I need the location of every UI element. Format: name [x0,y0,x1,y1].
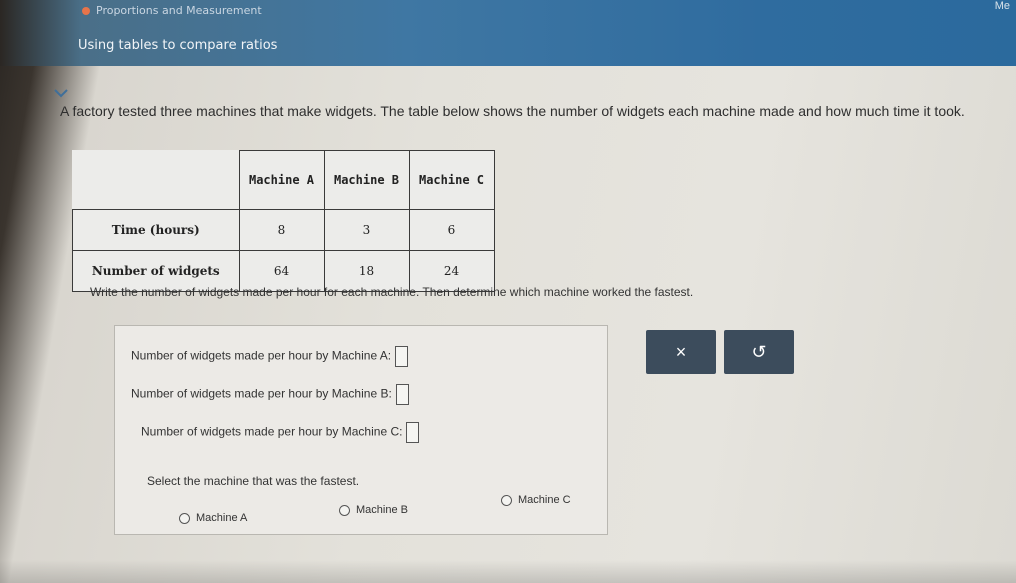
topic-dot-icon [82,7,90,15]
table-header-cell: Machine C [409,151,494,210]
breadcrumb[interactable]: Proportions and Measurement [96,4,262,17]
option-label: Machine A [196,512,248,524]
option-machine-a[interactable] [179,512,247,524]
answer-label-c: Number of widgets made per hour by Machine C: [141,424,403,439]
machine-b-rate-input[interactable] [396,384,409,405]
chevron-down-icon[interactable] [50,86,72,100]
clear-button[interactable] [646,330,716,374]
radio-icon[interactable] [339,505,350,516]
close-icon: × [675,341,687,362]
radio-icon[interactable] [179,513,190,524]
answer-label-b: Number of widgets made per hour by Machine B: [131,386,392,401]
undo-button[interactable] [724,330,794,374]
table-cell: 18 [324,251,409,292]
page-subtitle: Using tables to compare ratios [78,38,278,53]
option-label: Machine C [518,494,571,506]
table-header-cell: Machine A [239,151,324,210]
answer-line-c [141,422,419,443]
answer-line-b [131,384,409,405]
machine-c-rate-input[interactable] [406,422,419,443]
table-row [73,210,495,251]
table-cell: 6 [409,210,494,251]
select-prompt: Select the machine that was the fastest. [147,474,360,488]
table-header-cell: Machine B [324,151,409,210]
machine-a-rate-input[interactable] [395,346,408,367]
option-machine-b[interactable] [339,504,408,516]
top-bar [0,0,1016,66]
radio-icon[interactable] [501,495,512,506]
instruction-text: Write the number of widgets made per hour for each machine. Then determine which machine worked the fastest. [90,285,694,299]
answer-panel [114,325,608,535]
answer-line-a [131,346,408,367]
undo-icon: ↺ [751,341,767,362]
table-cell: 24 [409,251,494,292]
data-table [72,150,495,292]
answer-label-a: Number of widgets made per hour by Machine A: [131,348,392,363]
option-label: Machine B [356,504,408,516]
corner-label[interactable]: Me [994,0,1010,12]
table-header-row [73,151,495,210]
row-header: Number of widgets [73,251,240,292]
table-cell: 64 [239,251,324,292]
table-cell: 8 [239,210,324,251]
table-corner-cell [73,151,240,210]
table-cell: 3 [324,210,409,251]
question-prompt: A factory tested three machines that make widgets. The table below shows the number of widgets each machine made and how much time it took. [60,103,965,119]
screen-edge-shadow [0,560,1016,583]
row-header: Time (hours) [73,210,240,251]
option-machine-c[interactable] [501,494,571,506]
